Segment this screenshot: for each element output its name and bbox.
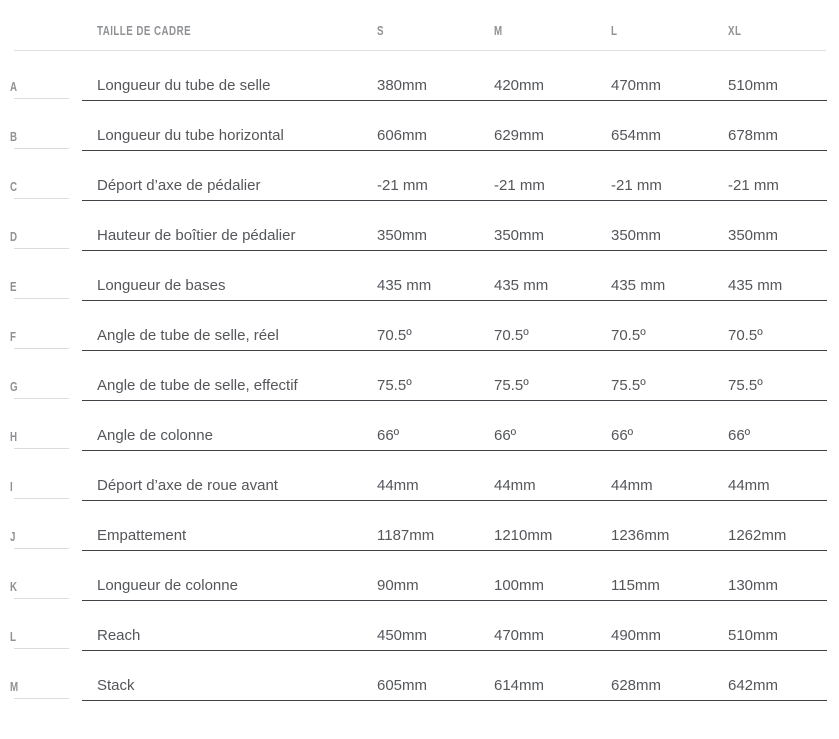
row-letter-underline: [14, 248, 69, 249]
row-letter: L: [10, 630, 17, 644]
row-letter: D: [10, 230, 18, 244]
row-letter-underline: [14, 548, 69, 549]
row-value-l: 75.5º: [611, 377, 646, 394]
table-row: [0, 151, 839, 201]
row-letter-underline: [14, 98, 69, 99]
row-value-xl: 642mm: [728, 677, 779, 694]
column-header-size-s: [377, 22, 386, 40]
row-letter-underline: [14, 698, 69, 699]
table-row: [0, 601, 839, 651]
table-header-row: [0, 0, 839, 51]
table-body: [0, 51, 839, 701]
row-value-xl: 66º: [728, 427, 751, 444]
row-value-m: 435 mm: [494, 277, 549, 294]
row-value-m: 75.5º: [494, 377, 529, 394]
row-value-xl: 350mm: [728, 227, 779, 244]
column-header-size-xl-label: XL: [728, 24, 742, 38]
row-value-xl: 1262mm: [728, 527, 787, 544]
row-letter: C: [10, 180, 18, 194]
row-letter: G: [10, 380, 19, 394]
row-measure-label: Longueur de bases: [97, 277, 226, 294]
row-value-l: 1236mm: [611, 527, 670, 544]
table-row: [0, 51, 839, 101]
column-header-size-l-label: L: [611, 24, 618, 38]
row-letter-underline: [14, 348, 69, 349]
row-value-xl: 130mm: [728, 577, 779, 594]
row-measure-label: Angle de tube de selle, réel: [97, 327, 279, 344]
row-measure-label: Longueur du tube horizontal: [97, 127, 284, 144]
row-measure-label: Déport d’axe de pédalier: [97, 177, 261, 194]
table-row: [0, 451, 839, 501]
row-value-xl: 510mm: [728, 627, 779, 644]
table-row: [0, 551, 839, 601]
table-row: [0, 101, 839, 151]
column-header-size-s-label: S: [377, 24, 384, 38]
column-header-frame-size-label: TAILLE DE CADRE: [97, 24, 192, 38]
row-letter-underline: [14, 598, 69, 599]
row-value-xl: 70.5º: [728, 327, 763, 344]
row-value-m: 70.5º: [494, 327, 529, 344]
row-letter-underline: [14, 498, 69, 499]
column-header-size-m-label: M: [494, 24, 503, 38]
row-letter: K: [10, 580, 18, 594]
row-value-m: 1210mm: [494, 527, 553, 544]
row-value-l: 435 mm: [611, 277, 666, 294]
row-value-l: 66º: [611, 427, 634, 444]
row-measure-label: Angle de colonne: [97, 427, 213, 444]
row-value-m: 66º: [494, 427, 517, 444]
row-value-s: 450mm: [377, 627, 428, 644]
row-measure-label: Longueur du tube de selle: [97, 77, 271, 94]
table-row: [0, 651, 839, 701]
row-value-xl: 44mm: [728, 477, 770, 494]
row-value-m: 100mm: [494, 577, 545, 594]
row-value-m: 614mm: [494, 677, 545, 694]
row-value-xl: -21 mm: [728, 177, 779, 194]
row-measure-label: Reach: [97, 627, 141, 644]
row-value-s: 1187mm: [377, 527, 435, 544]
row-letter: M: [10, 680, 19, 694]
row-measure-label: Hauteur de boîtier de pédalier: [97, 227, 296, 244]
row-letter: A: [10, 80, 18, 94]
row-letter-underline: [14, 148, 69, 149]
row-value-l: 490mm: [611, 627, 662, 644]
row-value-m: -21 mm: [494, 177, 545, 194]
row-value-s: 70.5º: [377, 327, 412, 344]
row-value-l: 470mm: [611, 77, 662, 94]
row-value-s: 606mm: [377, 127, 428, 144]
row-value-l: 44mm: [611, 477, 653, 494]
row-value-m: 470mm: [494, 627, 545, 644]
row-measure-label: Angle de tube de selle, effectif: [97, 377, 298, 394]
row-value-l: 654mm: [611, 127, 662, 144]
column-header-size-l: [611, 22, 619, 40]
row-value-l: 350mm: [611, 227, 662, 244]
row-measure-label: Empattement: [97, 527, 187, 544]
row-value-s: 380mm: [377, 77, 428, 94]
row-letter: H: [10, 430, 18, 444]
row-letter-underline: [14, 198, 69, 199]
row-value-xl: 75.5º: [728, 377, 763, 394]
row-value-m: 350mm: [494, 227, 545, 244]
row-value-xl: 678mm: [728, 127, 779, 144]
row-measure-label: Stack: [97, 677, 135, 694]
row-letter-underline: [14, 648, 69, 649]
row-letter: B: [10, 130, 18, 144]
row-letter: J: [10, 530, 16, 544]
row-value-s: 44mm: [377, 477, 419, 494]
column-header-frame-size: [97, 22, 218, 40]
row-value-s: 605mm: [377, 677, 428, 694]
row-measure-label: Déport d’axe de roue avant: [97, 477, 278, 494]
row-letter: E: [10, 280, 17, 294]
row-letter-underline: [14, 398, 69, 399]
row-value-l: -21 mm: [611, 177, 662, 194]
row-letter-underline: [14, 298, 69, 299]
row-value-s: -21 mm: [377, 177, 428, 194]
table-row: [0, 401, 839, 451]
row-divider: [82, 700, 827, 702]
row-value-l: 115mm: [611, 577, 660, 594]
table-row: [0, 501, 839, 551]
row-measure-label: Longueur de colonne: [97, 577, 238, 594]
row-letter-underline: [14, 448, 69, 449]
column-header-size-m: [494, 22, 505, 40]
row-value-xl: 435 mm: [728, 277, 783, 294]
table-row: [0, 251, 839, 301]
row-value-l: 628mm: [611, 677, 662, 694]
row-value-xl: 510mm: [728, 77, 779, 94]
row-value-m: 44mm: [494, 477, 536, 494]
row-value-s: 66º: [377, 427, 400, 444]
table-row: [0, 201, 839, 251]
row-value-s: 75.5º: [377, 377, 412, 394]
row-value-s: 435 mm: [377, 277, 432, 294]
row-value-l: 70.5º: [611, 327, 646, 344]
row-value-m: 629mm: [494, 127, 545, 144]
table-row: [0, 301, 839, 351]
table-row: [0, 351, 839, 401]
row-value-m: 420mm: [494, 77, 545, 94]
row-letter: F: [10, 330, 17, 344]
column-header-size-xl: [728, 22, 745, 40]
row-value-s: 90mm: [377, 577, 419, 594]
row-value-s: 350mm: [377, 227, 428, 244]
row-letter: I: [10, 480, 14, 494]
